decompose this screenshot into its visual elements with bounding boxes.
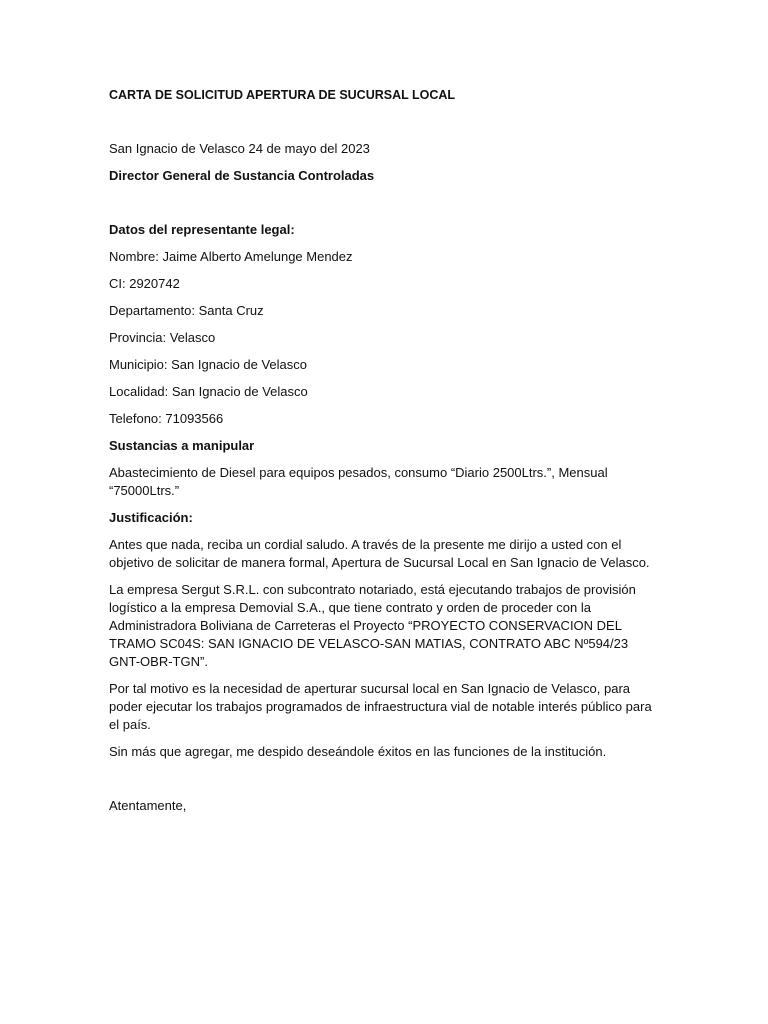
paragraph-company: La empresa Sergut S.R.L. con subcontrato notariado, está ejecutando trabajos de provisión logístico a la empresa Demovial S.A., que tiene contrato y orden de proceder con la Administradora Boliviana de Carreteras el Proyecto “PROYECTO CONSERVACION DEL TRAMO SC04S: SAN IGNACIO DE VELASCO-SAN MATIAS, CONTRATO ABC Nº594/23 GNT-OBR-TGN”. [109,582,636,669]
field-provincia: Provincia: Velasco [109,330,216,345]
field-telefono: Telefono: 71093566 [109,411,224,426]
field-municipio: Municipio: San Ignacio de Velasco [109,357,308,372]
substances-text: Abastecimiento de Diesel para equipos pesados, consumo “Diario 2500Ltrs.”, Mensual “75000Ltrs.” [109,465,608,498]
letter-title: CARTA DE SOLICITUD APERTURA DE SUCURSAL LOCAL [109,88,456,102]
field-localidad: Localidad: San Ignacio de Velasco [109,384,308,399]
representative-heading: Datos del representante legal: [109,222,295,237]
recipient-line: Director General de Sustancia Controladas [109,168,375,183]
closing-line: Atentamente, [109,798,187,813]
paragraph-farewell: Sin más que agregar, me despido deseándole éxitos en las funciones de la institución. [109,744,607,759]
justification-heading: Justificación: [109,510,193,525]
field-nombre: Nombre: Jaime Alberto Amelunge Mendez [109,249,353,264]
date-line: San Ignacio de Velasco 24 de mayo del 2023 [109,141,370,156]
letter-body [109,86,654,815]
substances-heading: Sustancias a manipular [109,438,255,453]
paragraph-greeting: Antes que nada, reciba un cordial saludo. A través de la presente me dirijo a usted con el objetivo de solicitar de manera formal, Apertura de Sucursal Local en San Ignacio de Velasco. [109,537,650,570]
field-ci: CI: 2920742 [109,276,180,291]
paragraph-motive: Por tal motivo es la necesidad de aperturar sucursal local en San Ignacio de Velasco, para poder ejecutar los trabajos programados de infraestructura vial de notable interés público para el país. [109,681,652,732]
field-departamento: Departamento: Santa Cruz [109,303,264,318]
